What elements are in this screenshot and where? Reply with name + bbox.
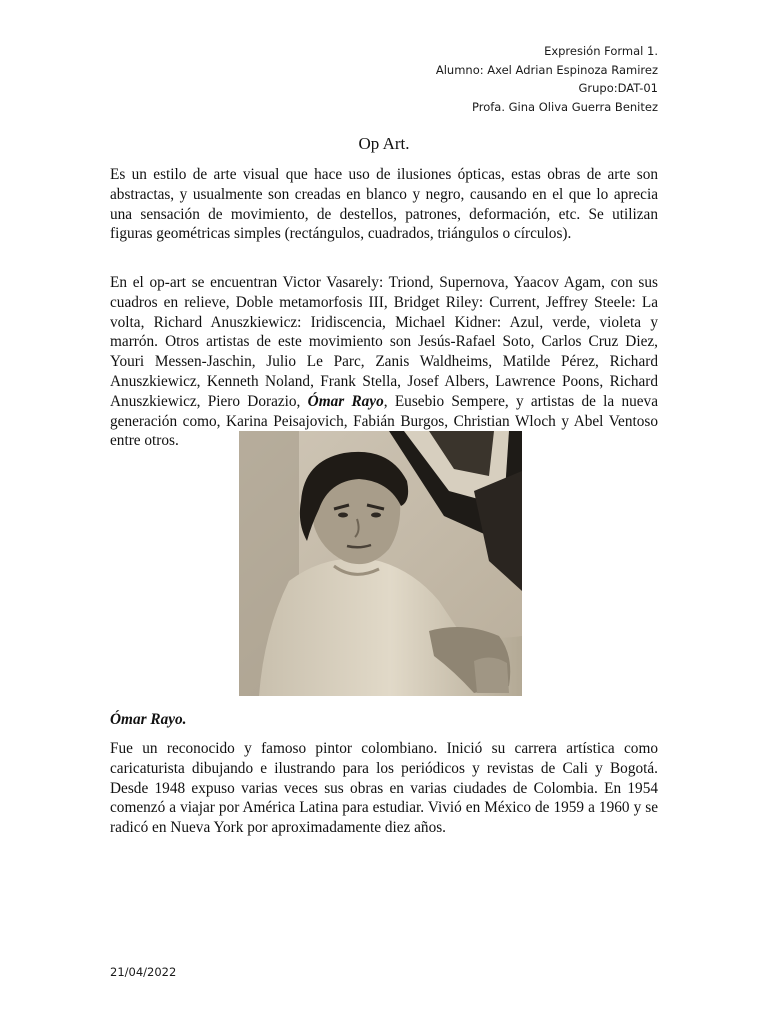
artists-text-after: , Eusebio Sempere, y artistas de la nueva generación como, Karina Peisajovich, Fabián Burgos, Christian Wloch y Abel Ventoso entre otros. [110,392,658,450]
document-header [436,42,658,116]
teacher-name: Profa. Gina Oliva Guerra Benitez [472,99,658,114]
bio-paragraph: Fue un reconocido y famoso pintor colombiano. Inició su carrera artística como caricaturista dibujando e ilustrando para los periódicos y revistas de Cali y Bogotá. Desde 1948 expuso varias veces sus obras en varias ciudades de Colombia. En 1954 comenzó a viajar por América Latina para estudiar. Vivió en México de 1959 a 1960 y se radicó en Nueva York por aproximadamente diez años. [110,740,658,837]
document-date: 21/04/2022 [110,965,177,979]
page-title: Op Art. [358,134,410,153]
photo-caption: Ómar Rayo. [110,711,187,728]
artists-paragraph [110,273,658,451]
artist-emphasis: Ómar Rayo [307,392,384,410]
intro-paragraph: Es un estilo de arte visual que hace uso de ilusiones ópticas, estas obras de arte son abstractas, y usualmente son creadas en blanco y negro, causando en el que lo aprecia una sensación de movimiento, de destellos, patrones, deformación, etc. Se utilizan figuras geométricas simples (rectángulos, cuadrados, triángulos o círculos). [110,166,658,243]
course-name: Expresión Formal 1. [544,44,658,58]
artists-text-before: En el op-art se encuentran Victor Vasarely: Triond, Supernova, Yaacov Agam, con sus cuadros en relieve, Doble metamorfosis III, Bridget Riley: Current, Jeffrey Steele: La volta, Richard Anuszkiewicz: Iridiscencia, Michael Kidner: Azul, verde, violeta y marrón. Otros artistas de este movimiento son Jesús-Rafael Soto, Carlos Cruz Diez, Youri Messen-Jaschin, Julio Le Parc, Zanis Waldheims, Matilde Pérez, Richard Anuszkiewicz, Kenneth Noland, Frank Stella, Josef Albers, Lawrence Poons, Richard Anuszkiewicz, Piero Dorazio, [110,274,658,410]
group-name: Grupo:DAT-01 [578,81,658,95]
artist-portrait-photo [239,431,522,696]
student-name: Alumno: Axel Adrian Espinoza Ramirez [435,62,658,77]
